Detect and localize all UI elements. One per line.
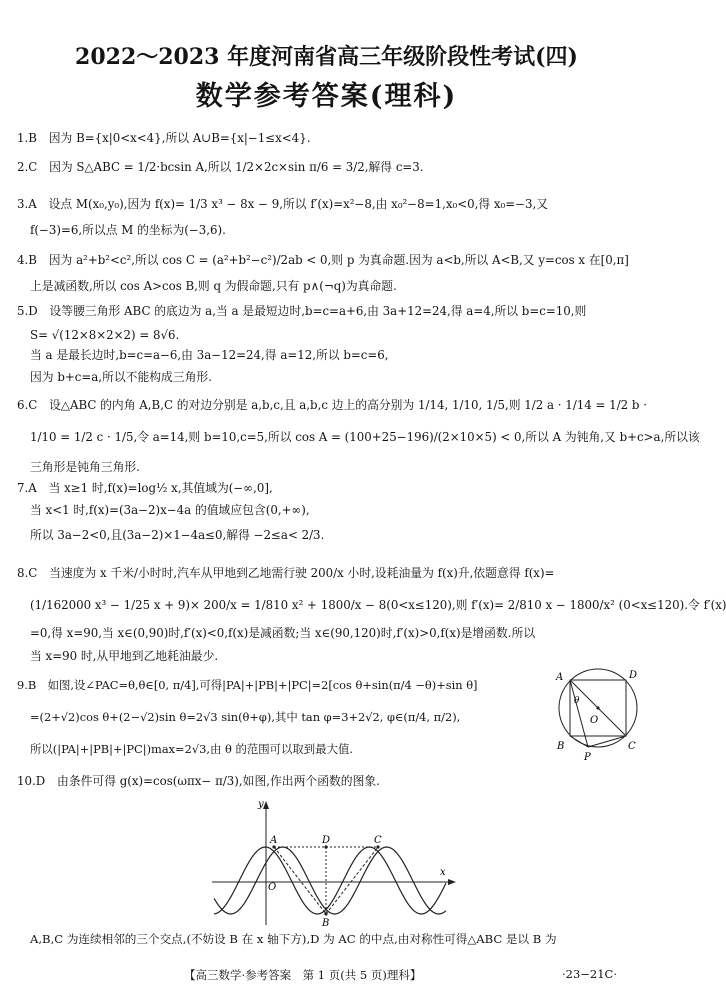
- document-title: 2022～2023 年度河南省高三年级阶段性考试(四): [75, 44, 578, 70]
- answer-line: 3.A 设点 M(x₀,y₀),因为 f(x)= 1/3 x³ − 8x − 9,所以 f′(x)=x²−8,由 x₀²−8=1,x₀<0,得 x₀=−3,又: [17, 197, 549, 211]
- graph-label: C: [374, 835, 382, 846]
- graph-label: y: [258, 799, 264, 810]
- graph-label: D: [322, 835, 331, 846]
- answer-line: 当 a 是最长边时,b=c=a−6,由 3a−12=24,得 a=12,所以 b=c=6,: [30, 348, 389, 362]
- circle-label: θ: [574, 696, 580, 706]
- answer-line: 所以 3a−2<0,且(3a−2)×1−4a≤0,解得 −2≤a< 2/3.: [30, 528, 325, 542]
- answer-line: 6.C 设△ABC 的内角 A,B,C 的对边分别是 a,b,c,且 a,b,c 边上的高分别为 1/14, 1/10, 1/5,则 1/2 a · 1/14 = 1/2 b ·: [17, 398, 647, 412]
- answer-line: S= √(12×8×2×2) = 8√6.: [30, 328, 180, 342]
- document-subtitle: 数学参考答案(理科): [195, 81, 458, 112]
- circle-label: D: [629, 670, 638, 681]
- answer-line: 10.D 由条件可得 g(x)=cos(ωπx− π/3),如图,作出两个函数的图象.: [17, 774, 380, 788]
- answer-line: 因为 b+c=a,所以不能构成三角形.: [30, 370, 212, 384]
- answer-line: 4.B 因为 a²+b²<c²,所以 cos C = (a²+b²−c²)/2ab < 0,则 p 为真命题.因为 a<b,所以 A<B,又 y=cos x 在[0,π]: [17, 253, 629, 267]
- answer-line: 1.B 因为 B={x|0<x<4},所以 A∪B={x|−1≤x<4}.: [17, 131, 311, 145]
- answer-line: 8.C 当速度为 x 千米/小时时,汽车从甲地到乙地需行驶 200/x 小时,设耗油量为 f(x)升,依题意得 f(x)=: [17, 566, 555, 580]
- graph-label: x: [440, 867, 446, 878]
- answer-line: 所以(|PA|+|PB|+|PC|)max=2√3,由 θ 的范围可以取到最大值.: [30, 742, 353, 756]
- circle-figure: [550, 663, 645, 763]
- answer-line: 7.A 当 x≥1 时,f(x)=log½ x,其值域为(−∞,0],: [17, 481, 273, 495]
- answer-line: 1/10 = 1/2 c · 1/5,令 a=14,则 b=10,c=5,所以 cos A = (100+25−196)/(2×10×5) < 0,所以 A 为钝角,又 b+c>a,所以该: [30, 430, 700, 444]
- answer-line: f(−3)=6,所以点 M 的坐标为(−3,6).: [30, 223, 226, 237]
- graph-label: O: [268, 882, 277, 893]
- answer-line: =0,得 x=90,当 x∈(0,90)时,f′(x)<0,f(x)是减函数;当 x∈(90,120)时,f′(x)>0,f(x)是增函数.所以: [30, 626, 536, 640]
- circle-label: A: [556, 672, 564, 683]
- answer-line: 2.C 因为 S△ABC = 1/2·bcsin A,所以 1/2×2c×sin π/6 = 3/2,解得 c=3.: [17, 160, 424, 174]
- answer-line: 当 x<1 时,f(x)=(3a−2)x−4a 的值域应包含(0,+∞),: [30, 503, 310, 517]
- curve-f: [214, 847, 446, 914]
- answer-line: =(2+√2)cos θ+(2−√2)sin θ=2√3 sin(θ+φ),其中 tan φ=3+2√2, φ∈(π/4, π/2),: [30, 710, 461, 724]
- circle-label: B: [557, 741, 565, 752]
- answer-line: 当 x=90 时,从甲地到乙地耗油最少.: [30, 649, 219, 663]
- answer-line: 5.D 设等腰三角形 ABC 的底边为 a,当 a 是最短边时,b=c=a+6,由 3a+12=24,得 a=4,所以 b=c=10,则: [17, 304, 587, 318]
- circle-label: O: [590, 715, 599, 726]
- circle-label: P: [584, 752, 591, 763]
- answer-line: 上是减函数,所以 cos A>cos B,则 q 为假命题,只有 p∧(¬q)为真命题.: [30, 279, 397, 293]
- circle-label: C: [628, 741, 636, 752]
- answer-line: 三角形是钝角三角形.: [30, 460, 140, 474]
- answer-line: (1/162000 x³ − 1/25 x + 9)× 200/x = 1/810 x² + 1800/x − 8(0<x≤120),则 f′(x)= 2/810 x − 1800/x² (0<x≤120).令 f′(x): [30, 598, 726, 612]
- footer-code: ·23−21C·: [562, 967, 618, 981]
- answer-line: A,B,C 为连续相邻的三个交点,(不妨设 B 在 x 轴下方),D 为 AC 的中点,由对称性可得△ABC 是以 B 为: [30, 932, 557, 946]
- footer-page-info: 【高三数学·参考答案 第 1 页(共 5 页)理科】: [184, 968, 422, 982]
- graph-label: A: [270, 835, 278, 846]
- function-graph: [200, 795, 460, 930]
- answer-line: 9.B 如图,设∠PAC=θ,θ∈[0, π/4],可得|PA|+|PB|+|PC|=2[cos θ+sin(π/4 −θ)+sin θ]: [17, 678, 478, 692]
- graph-label: B: [322, 918, 330, 929]
